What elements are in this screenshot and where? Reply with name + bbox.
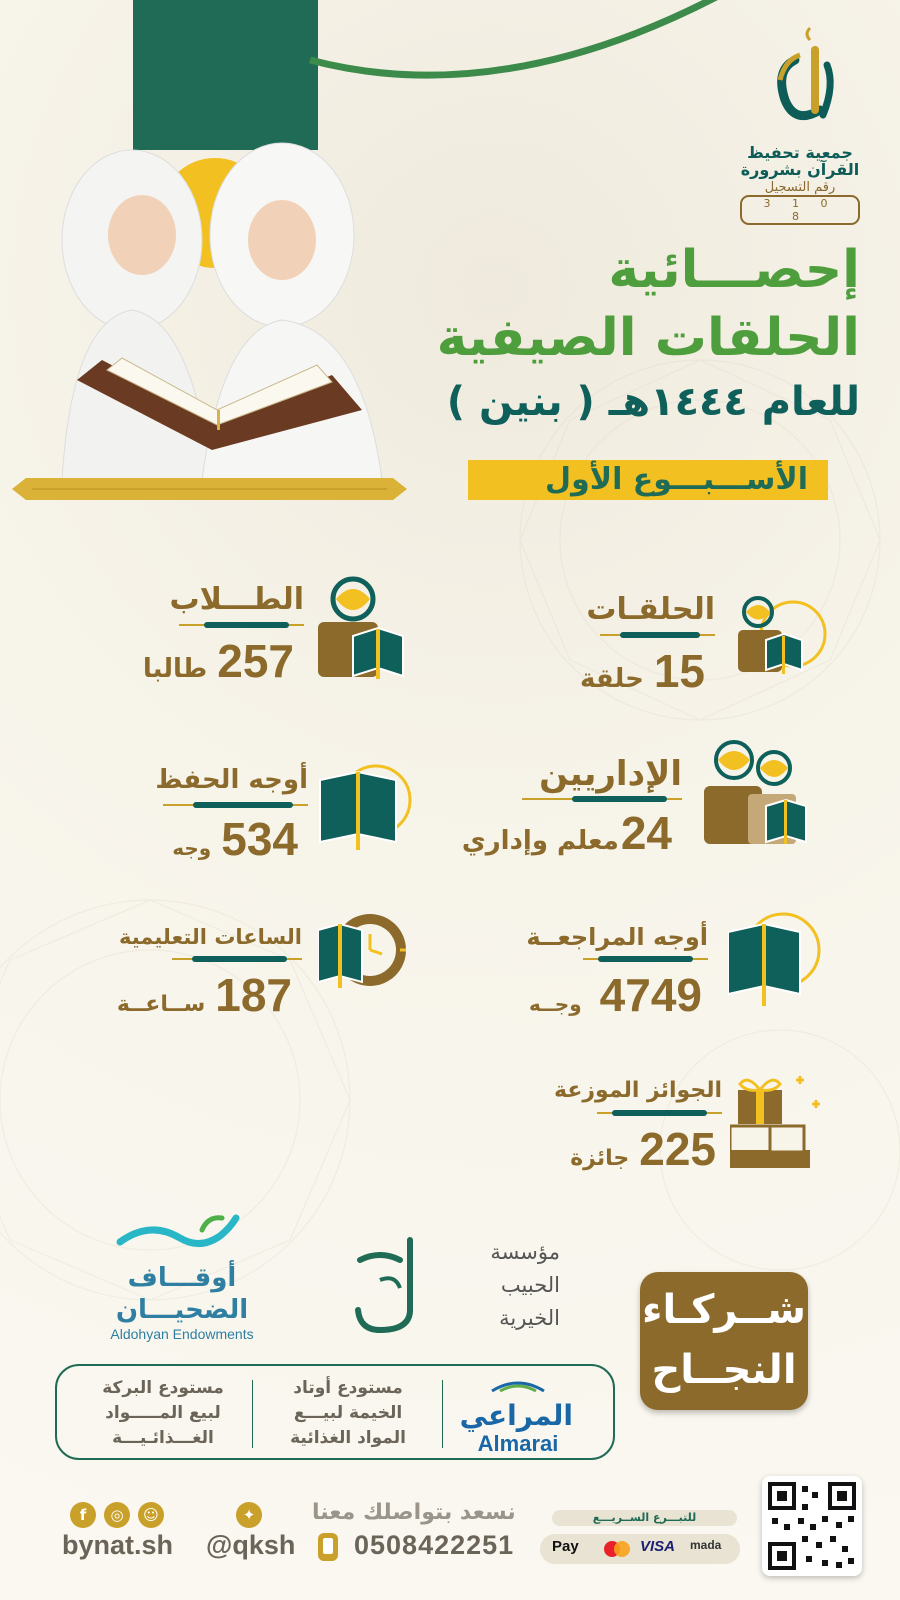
- decorative-arc: [300, 0, 730, 100]
- mada-icon: mada: [690, 1538, 722, 1552]
- stat-review: [488, 922, 708, 1022]
- teacher-with-book-icon: [738, 594, 828, 684]
- stat-review-label: أوجه المراجعــة: [526, 923, 708, 951]
- stat-admins: [402, 756, 682, 860]
- baraka-line3: الغـــذائـيـــة: [112, 1428, 214, 1448]
- registration-number: 3 1 0 8: [740, 195, 860, 225]
- phone-number[interactable]: 0508422251: [354, 1530, 515, 1560]
- partners-divider: [252, 1380, 253, 1448]
- stat-prizes-label: الجوائز الموزعة: [554, 1078, 722, 1103]
- stat-students-unit: طالبا: [142, 654, 208, 684]
- stat-underline: [488, 956, 708, 962]
- alhabib-line2: الحبيب: [500, 1273, 560, 1297]
- alhabib-foundation-logo: [350, 1236, 560, 1336]
- facebook-icon[interactable]: f: [70, 1502, 96, 1528]
- stat-review-value-row: [488, 968, 702, 1022]
- apple-pay-icon: [552, 1538, 579, 1555]
- awtad-line2: الخيمة لبيـــع: [293, 1403, 403, 1423]
- stat-students-value-row: [44, 634, 294, 688]
- almarai-name-ar: المراعي: [459, 1399, 573, 1432]
- aldohyan-endowments-logo: [82, 1212, 282, 1342]
- stat-underline: [495, 632, 715, 638]
- stat-halaqat: [495, 592, 715, 698]
- open-book-icon: [728, 910, 828, 1010]
- alhabib-calligraphy-icon: [350, 1230, 430, 1340]
- stat-underline: [402, 796, 682, 802]
- stat-prizes: [502, 1076, 722, 1176]
- logo-mark-icon: [755, 20, 845, 140]
- stat-hours-value: 187: [215, 969, 292, 1021]
- alhabib-line1: مؤسسة: [490, 1240, 560, 1264]
- twitter-handle[interactable]: @qksh: [206, 1530, 296, 1560]
- stat-memorization-value: 534: [221, 813, 298, 865]
- partners-divider: [442, 1380, 443, 1448]
- almarai-logo: [459, 1376, 573, 1456]
- gift-boxes-icon: [730, 1070, 830, 1168]
- alhabib-line3: الخيرية: [499, 1306, 560, 1330]
- contact-label: نسعد بتواصلك معنا: [312, 1500, 516, 1525]
- apple-pay-label: Pay: [552, 1538, 579, 1555]
- website-link[interactable]: bynat.sh: [62, 1530, 174, 1560]
- partners-box: [55, 1364, 615, 1460]
- stat-hours-unit: ســاعــة: [116, 992, 206, 1017]
- stat-memorization: [58, 762, 308, 866]
- stat-hours-label: الساعات التعليمية: [118, 925, 302, 949]
- stat-halaqat-value-row: [495, 644, 705, 698]
- stat-prizes-value-row: [502, 1122, 716, 1176]
- baraka-line1: مستودع البركة: [102, 1378, 224, 1398]
- stat-hours: [72, 922, 302, 1022]
- twitter-icon[interactable]: ✦: [236, 1502, 262, 1528]
- stat-underline: [58, 802, 308, 808]
- association-logo: [740, 20, 860, 225]
- instagram-icon[interactable]: ◎: [104, 1502, 130, 1528]
- title-line-week: الأســـبـــوع الأول: [545, 462, 808, 497]
- stat-underline: [502, 1110, 722, 1116]
- baraka-warehouse: [93, 1376, 233, 1451]
- partners-badge: [640, 1272, 808, 1410]
- book-and-clock-icon: [318, 910, 413, 1000]
- partners-badge-line2: النجــاح: [651, 1347, 797, 1393]
- almarai-name-en: Almarai: [477, 1431, 559, 1456]
- stat-underline: [72, 956, 302, 962]
- stat-admins-unit: معلم وإداري: [461, 826, 619, 856]
- stat-students-value: 257: [217, 635, 294, 687]
- title-line-year: للعام ١٤٤٤هـ ( بنين ): [446, 379, 860, 425]
- stat-hours-value-row: [72, 968, 292, 1022]
- stat-review-unit: وجــه: [529, 992, 582, 1016]
- quick-donation-label: للتبـــرع الســريـــع: [552, 1510, 737, 1526]
- poster-title: [437, 238, 860, 430]
- stat-admins-value-row: [402, 806, 672, 860]
- aldohyan-name-en: Aldohyan Endowments: [110, 1326, 254, 1342]
- stat-review-value: 4749: [599, 969, 702, 1021]
- phone-icon: [316, 1532, 340, 1562]
- payment-methods: [540, 1534, 740, 1564]
- stat-students: [44, 582, 304, 688]
- gold-ornament-band: [12, 478, 407, 500]
- social-icons: [70, 1502, 190, 1532]
- stat-students-label: الطـــلاب: [169, 582, 304, 617]
- stat-memorization-unit: وجه: [172, 836, 212, 860]
- title-line-statistics: إحصـــائية: [608, 240, 860, 300]
- children-reading-quran-image: [32, 120, 432, 490]
- almarai-wave-icon: [488, 1379, 548, 1393]
- visa-icon: VISA: [640, 1538, 676, 1555]
- stat-halaqat-value: 15: [653, 645, 705, 697]
- awtad-line3: المواد الغذائية: [290, 1428, 406, 1448]
- stat-halaqat-unit: حلقة: [579, 664, 644, 694]
- stat-memorization-label: أوجه الحفظ: [155, 765, 308, 795]
- alhabib-text: [490, 1236, 560, 1335]
- teachers-and-admins-icon: [704, 738, 824, 850]
- stat-admins-value: 24: [620, 807, 672, 859]
- stat-underline: [44, 622, 304, 628]
- stat-prizes-unit: جائزة: [570, 1146, 630, 1171]
- qr-code[interactable]: [762, 1476, 862, 1576]
- stat-memorization-value-row: [58, 812, 298, 866]
- stat-admins-label: الإداريين: [539, 754, 682, 794]
- aldohyan-name-line1: أوقـــاف: [127, 1263, 237, 1293]
- mastercard-icon: [602, 1540, 632, 1558]
- baraka-line2: لبيع المـــــواد: [105, 1403, 221, 1423]
- awtad-warehouse: [278, 1376, 418, 1451]
- stat-prizes-value: 225: [639, 1123, 716, 1175]
- awtad-line1: مستودع أوتاد: [293, 1378, 403, 1398]
- aldohyan-name-line2: الضحيـــان: [115, 1295, 249, 1325]
- registration-label: رقم التسجيل: [764, 180, 836, 195]
- stat-halaqat-label: الحلقـات: [586, 592, 715, 627]
- title-line-summer-circles: الحلقات الصيفية: [436, 308, 860, 368]
- partners-badge-line1: شــركـاء: [642, 1287, 806, 1333]
- snapchat-icon[interactable]: ☺: [138, 1502, 164, 1528]
- aldohyan-swoosh-icon: [112, 1212, 252, 1258]
- student-with-book-icon: [318, 574, 410, 684]
- association-name: جمعية تحفيظ القرآن بشرورة: [740, 143, 860, 179]
